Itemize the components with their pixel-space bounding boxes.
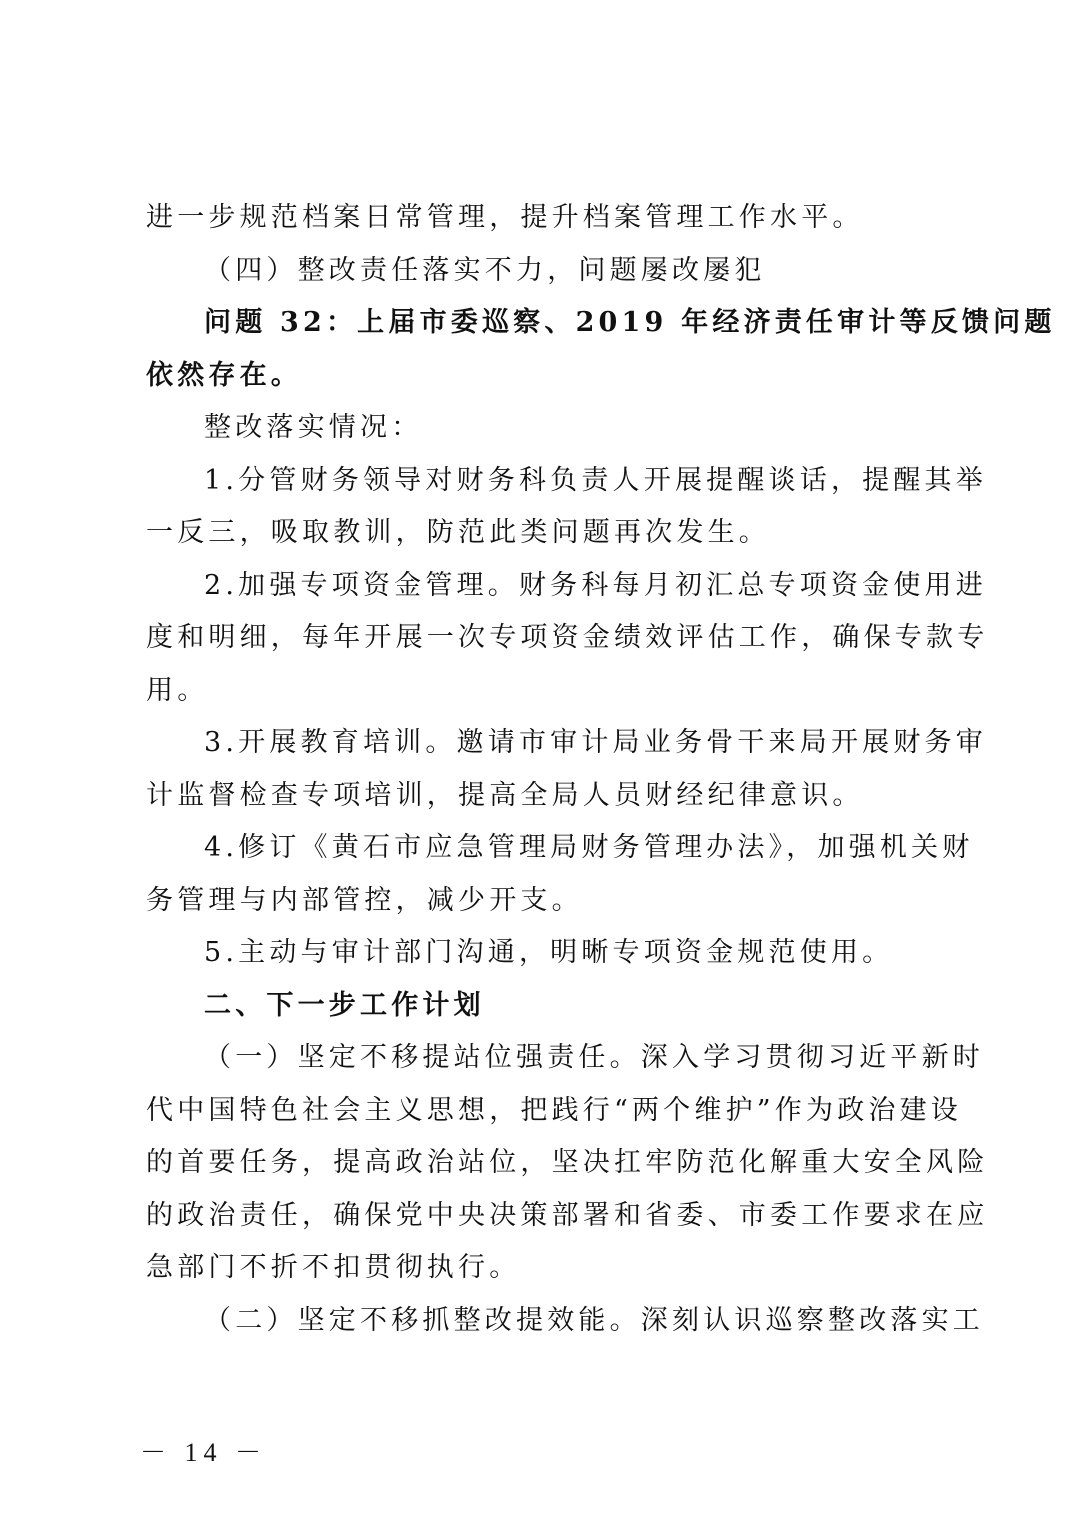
problem-heading-cont: 依然存在。: [146, 359, 302, 391]
rectification-label: 整改落实情况：: [204, 412, 423, 443]
item-2: 2.加强专项资金管理。财务科每月初汇总专项资金使用进: [204, 569, 987, 601]
item-3-cont: 计监督检查专项培训，提高全局人员财经纪律意识。: [146, 779, 864, 811]
body-text: [146, 192, 1056, 1347]
plan-1-cont-2: 的首要任务，提高政治站位，坚决扛牢防范化解重大安全风险: [146, 1147, 989, 1178]
section-heading-4: （四）整改责任落实不力，问题屡改屡犯: [204, 254, 766, 286]
item-4: 4.修订《黄石市应急管理局财务管理办法》，加强机关财: [204, 832, 974, 863]
problem-heading: 问题 32：上届市委巡察、2019 年经济责任审计等反馈问题: [204, 307, 1056, 338]
item-1: 1.分管财务领导对财务科负责人开展提醒谈话，提醒其举: [204, 464, 987, 496]
plan-2: （二）坚定不移抓整改提效能。深刻认识巡察整改落实工: [204, 1304, 984, 1336]
paragraph-line: 进一步规范档案日常管理，提升档案管理工作水平。: [146, 202, 864, 233]
item-5: 5.主动与审计部门沟通，明晰专项资金规范使用。: [204, 937, 894, 968]
plan-1-cont-4: 急部门不折不扣贯彻执行。: [146, 1252, 521, 1283]
plan-1-cont-3: 的政治责任，确保党中央决策部署和省委、市委工作要求在应: [146, 1199, 989, 1231]
plan-1-cont: 代中国特色社会主义思想，把践行“两个维护”作为政治建设: [146, 1094, 963, 1126]
item-3: 3.开展教育培训。邀请市审计局业务骨干来局开展财务审: [204, 727, 987, 758]
item-2-cont: 度和明细，每年开展一次专项资金绩效评估工作，确保专款专: [146, 622, 989, 653]
item-1-cont: 一反三，吸取教训，防范此类问题再次发生。: [146, 517, 770, 548]
section-heading-2: 二、下一步工作计划: [204, 989, 485, 1021]
item-4-cont: 务管理与内部管控，减少开支。: [146, 884, 583, 916]
plan-1: （一）坚定不移提站位强责任。深入学习贯彻习近平新时: [204, 1042, 984, 1073]
page-number: － 14 －: [140, 1438, 268, 1467]
item-2-cont-2: 用。: [146, 674, 209, 706]
